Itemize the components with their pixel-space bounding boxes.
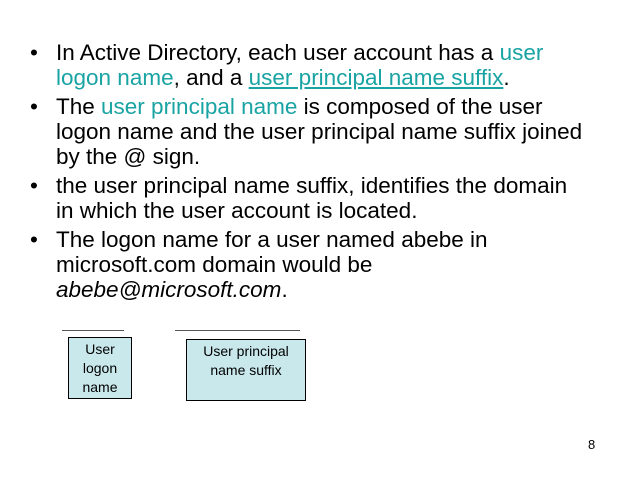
bullet-item: • the user principal name suffix, identifies the domain in which the user account is located. — [30, 173, 568, 223]
example-upn: abebe@microsoft.com — [56, 277, 282, 302]
box-label-line: User — [85, 341, 115, 357]
suffix-underline — [175, 330, 300, 331]
term-user-principal-name: user principal name — [101, 94, 298, 119]
box-label-line: User principal — [203, 343, 289, 359]
link-user-principal-name-suffix[interactable]: user principal name suffix — [248, 65, 504, 90]
user-principal-name-suffix-box — [186, 339, 306, 401]
box-label-line: name suffix — [210, 362, 282, 378]
box-label-line: logon — [82, 360, 118, 376]
bullet-dot: • — [30, 173, 38, 198]
bullet-item: • The logon name for a user named abebe in microsoft.com domain would be abebe@microsoft.com. — [30, 227, 488, 302]
bullet-dot: • — [30, 227, 38, 252]
bullet-dot: • — [30, 40, 38, 65]
bullet-dot: • — [30, 94, 38, 119]
term-user-logon-name: user logon name — [56, 40, 544, 90]
page-number: 8 — [588, 437, 596, 452]
user-logon-name-box — [68, 337, 132, 399]
bullet-item: • In Active Directory, each user account has a user logon name, and a user principal name suffix. — [30, 40, 544, 90]
bullet-item: • The user principal name is composed of the user logon name and the user principal name suffix joined by the @ sign. — [30, 94, 583, 169]
bullet-list — [30, 40, 590, 306]
logon-name-underline — [62, 330, 124, 331]
box-label-line: name — [82, 379, 118, 395]
